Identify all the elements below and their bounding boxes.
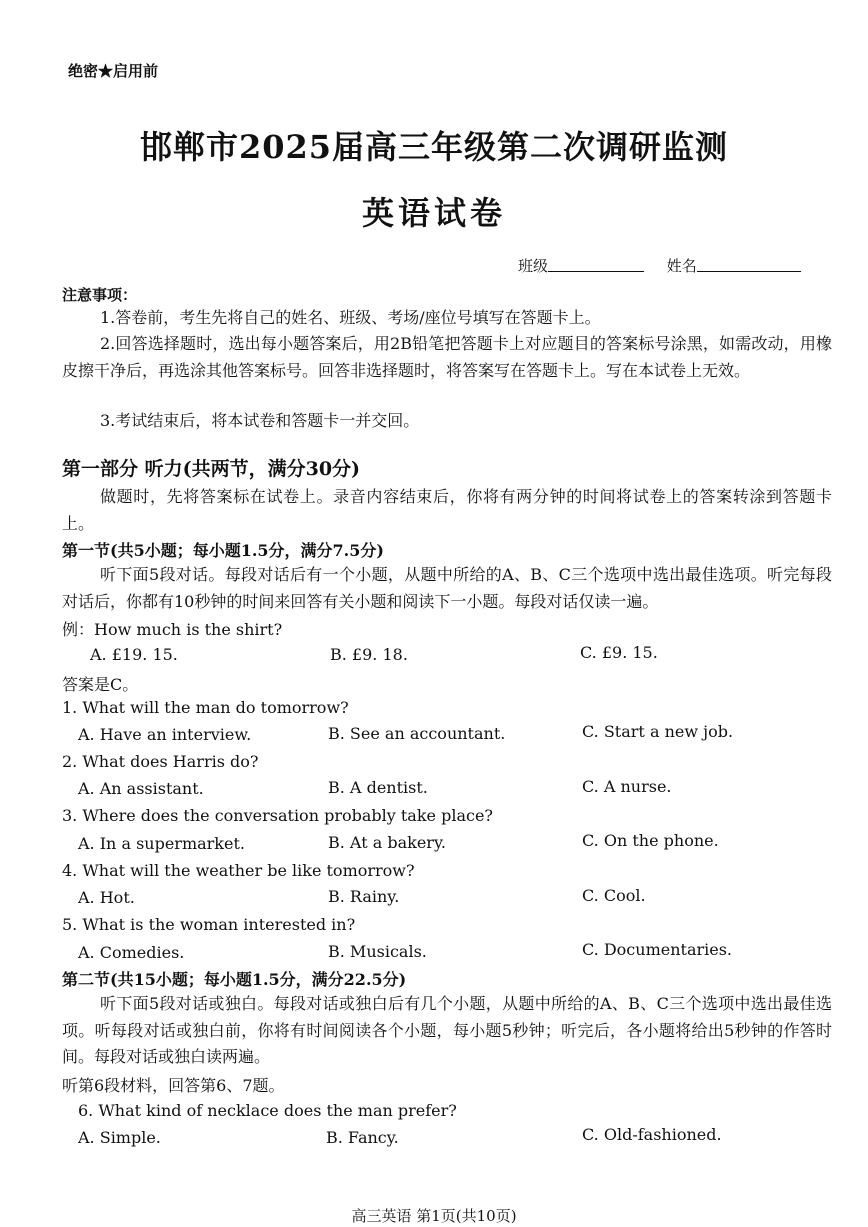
q3-option-c: C. On the phone. [582, 831, 719, 850]
question-4: 4. What will the weather be like tomorrow? [62, 861, 415, 880]
q6-option-c: C. Old-fashioned. [582, 1125, 722, 1144]
student-info-fields [518, 255, 801, 276]
section1-heading: 第一节(共5小题；每小题1.5分，满分7.5分) [62, 541, 384, 560]
name-label: 姓名 [666, 257, 697, 275]
q4-option-b: B. Rainy. [328, 887, 400, 906]
q5-option-b: B. Musicals. [328, 942, 427, 961]
part1-intro: 做题时，先将答案标在试卷上。录音内容结束后，你将有两分钟的时间将试卷上的答案转涂到答题卡上。 [62, 487, 832, 533]
class-label: 班级 [518, 257, 549, 275]
question-1: 1. What will the man do tomorrow? [62, 698, 349, 717]
section1-intro: 听下面5段对话。每段对话后有一个小题，从题中所给的A、B、C三个选项中选出最佳选项。听完每段对话后，你都有10秒钟的时间来回答有关小题和阅读下一小题。每段对话仅读一遍。 [62, 565, 832, 611]
question-2: 2. What does Harris do? [62, 752, 259, 771]
question-5: 5. What is the woman interested in? [62, 915, 356, 934]
section2-intro: 听下面5段对话或独白。每段对话或独白后有几个小题，从题中所给的A、B、C三个选项中选出最佳选项。听每段对话或独白前，你将有时间阅读各个小题，每小题5秒钟；听完后，各小题将给出5秒钟的作答时间。每段对话或独白读两遍。 [62, 994, 832, 1066]
page-footer: 高三英语 第1页(共10页) [351, 1207, 517, 1225]
q2-option-c: C. A nurse. [582, 777, 672, 796]
q1-option-a: A. Have an interview. [78, 725, 252, 744]
question-6: 6. What kind of necklace does the man prefer? [78, 1101, 457, 1120]
class-blank [548, 257, 644, 272]
q6-option-a: A. Simple. [78, 1128, 161, 1147]
q3-option-b: B. At a bakery. [328, 833, 446, 852]
example-option-a: A. £19. 15. [90, 645, 178, 664]
material-note: 听第6段材料，回答第6、7题。 [62, 1076, 285, 1095]
q2-option-b: B. A dentist. [328, 778, 428, 797]
q4-option-c: C. Cool. [582, 886, 646, 905]
name-blank [697, 257, 801, 272]
example-option-b: B. £9. 18. [330, 645, 408, 664]
q5-option-a: A. Comedies. [78, 943, 185, 962]
q1-option-b: B. See an accountant. [328, 724, 506, 743]
q1-option-c: C. Start a new job. [582, 722, 734, 741]
notice-heading: 注意事项： [62, 286, 138, 304]
confidential-label: 绝密★启用前 [68, 62, 159, 80]
exam-title: 邯郸市2025届高三年级第二次调研监测 [139, 128, 729, 166]
example-question: 例：How much is the shirt? [62, 620, 283, 639]
q6-option-b: B. Fancy. [326, 1128, 399, 1147]
section2-heading: 第二节(共15小题；每小题1.5分，满分22.5分) [62, 970, 407, 989]
example-option-c: C. £9. 15. [580, 643, 658, 662]
question-3: 3. Where does the conversation probably take place? [62, 806, 493, 825]
notice-item-1: 1.答卷前，考生先将自己的姓名、班级、考场/座位号填写在答题卡上。 [100, 308, 601, 327]
q5-option-c: C. Documentaries. [582, 940, 733, 959]
q2-option-a: A. An assistant. [78, 779, 204, 798]
notice-item-3: 3.考试结束后，将本试卷和答题卡一并交回。 [100, 411, 420, 430]
q3-option-a: A. In a supermarket. [78, 834, 245, 853]
notice-item-2: 2.回答选择题时，选出每小题答案后，用2B铅笔把答题卡上对应题目的答案标号涂黑，如需改动，用橡皮擦干净后，再选涂其他答案标号。回答非选择题时，将答案写在答题卡上。写在本试卷上无效。 [62, 334, 832, 380]
part1-heading: 第一部分 听力(共两节，满分30分) [62, 458, 361, 480]
q4-option-a: A. Hot. [78, 888, 135, 907]
example-answer: 答案是C。 [62, 675, 139, 694]
exam-subtitle: 英语试卷 [361, 194, 506, 232]
